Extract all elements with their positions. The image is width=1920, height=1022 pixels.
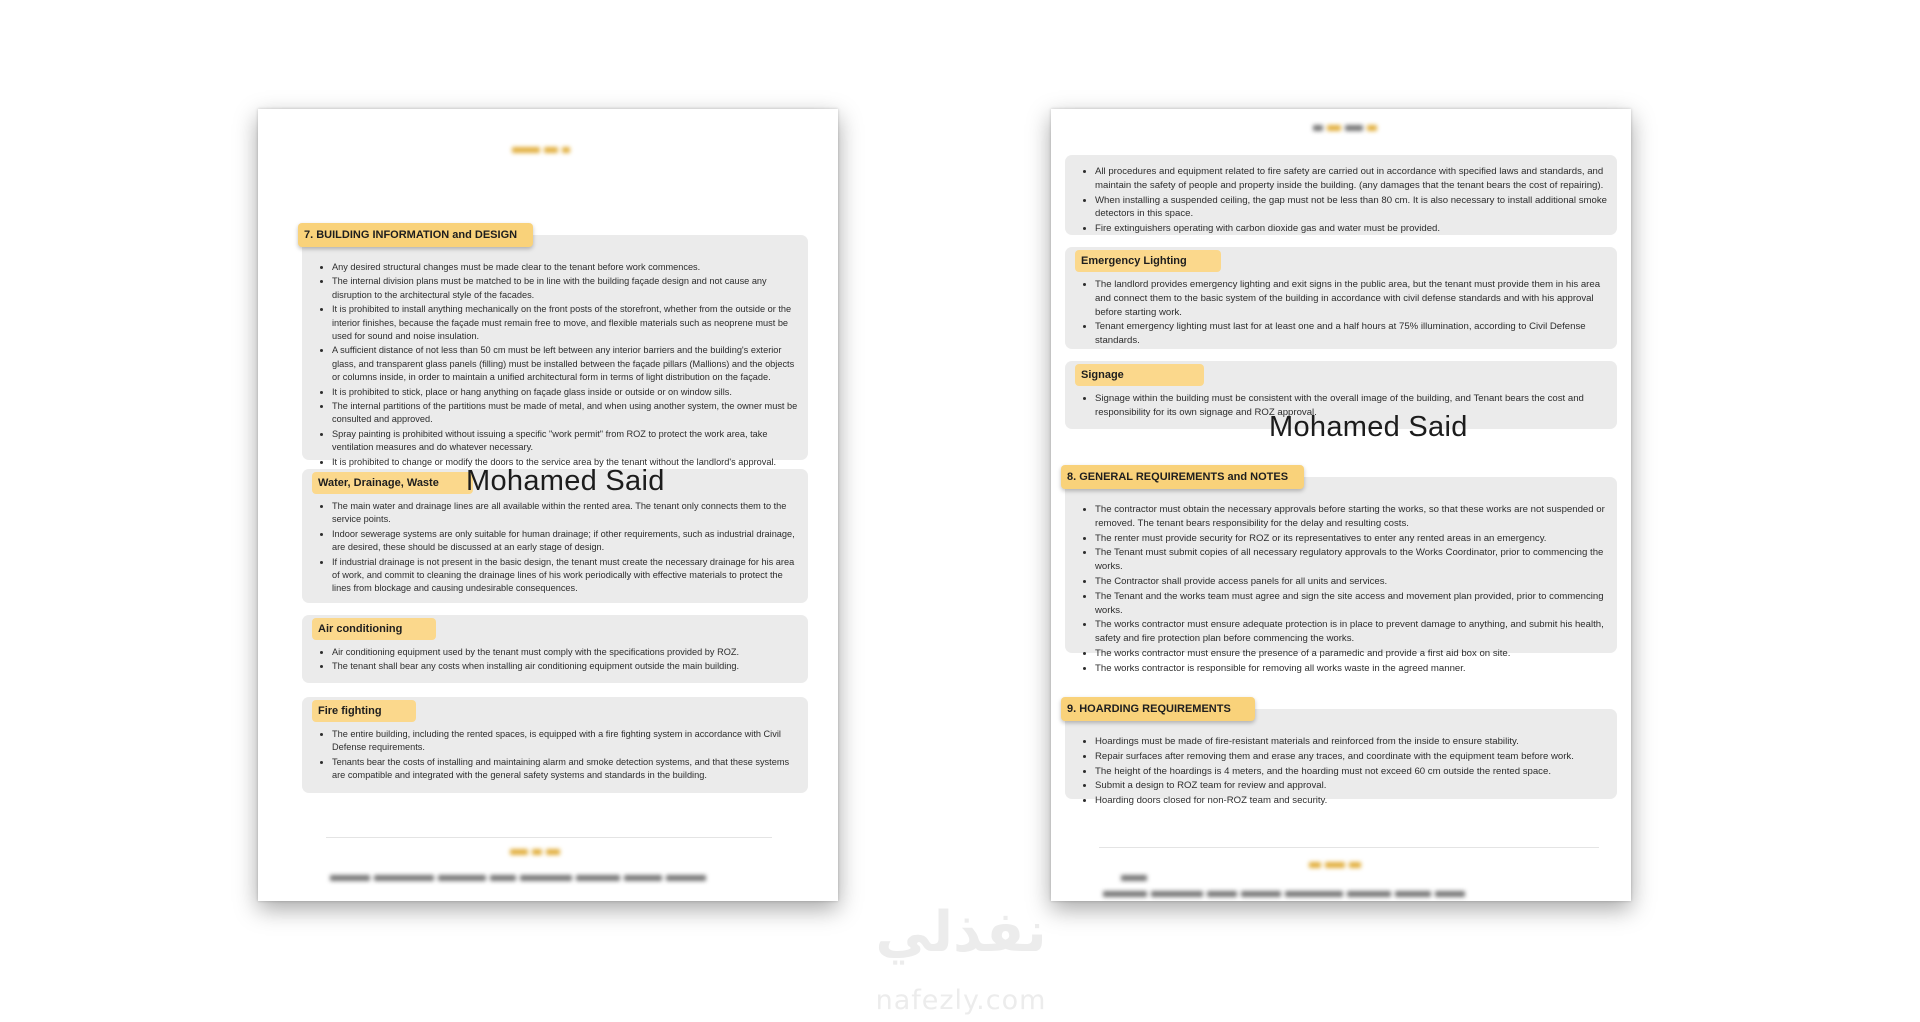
- list-item: • The tenant shall bear any costs when installing air conditioning equipment outside the main building.: [332, 660, 798, 673]
- list-item: • The works contractor is responsible for removing all works waste in the agreed manner.: [1095, 662, 1607, 676]
- list-item: • All procedures and equipment related to fire safety are carried out in accordance with specified laws and standards, and maintain the safety of people and property inside the building. (any damages that the tenant bears the cost of repairing).: [1095, 165, 1607, 193]
- section-building-information: [302, 229, 808, 467]
- section-heading: Signage: [1075, 364, 1204, 386]
- list-item: • Hoardings must be made of fire-resistant materials and reinforced from the inside to ensure stability.: [1095, 735, 1607, 749]
- list-item: • Indoor sewerage systems are only suitable for human drainage; if other requirements, such as industrial drainage, are desired, these should be discussed at an early stage of design.: [332, 528, 798, 555]
- list-item: • Submit a design to ROZ team for review and approval.: [1095, 779, 1607, 793]
- footer-divider: [1099, 847, 1599, 848]
- list-item: • Hoarding doors closed for non-ROZ team and security.: [1095, 794, 1607, 808]
- page-footer-blurred: [1103, 885, 1469, 903]
- section-heading: 9. HOARDING REQUIREMENTS: [1061, 697, 1255, 721]
- list-item: • The works contractor must ensure the presence of a paramedic and provide a first aid box on site.: [1095, 647, 1607, 661]
- list-item: • The Tenant must submit copies of all necessary regulatory approvals to the Works Coordinator, prior to commencing the works.: [1095, 546, 1607, 574]
- list-item: • The works contractor must ensure adequate protection is in place to prevent damage to anything, and submit his health, safety and fire protection plan before commencing the works.: [1095, 618, 1607, 646]
- document-page-left: [258, 109, 838, 901]
- watermark-name: Mohamed Said: [466, 465, 665, 497]
- page-footer-blurred: [330, 869, 710, 887]
- section-hoarding-requirements: [1065, 703, 1617, 807]
- section-heading: Water, Drainage, Waste: [312, 472, 473, 494]
- page-header-blurred: [1313, 119, 1381, 137]
- page-footer-blurred: [510, 843, 564, 861]
- nafezly-logo-url: nafezly.com: [875, 985, 1047, 1016]
- list-item: • Repair surfaces after removing them and erase any traces, and coordinate with the equipment team before work.: [1095, 750, 1607, 764]
- list-item: • The internal division plans must be matched to be in line with the building façade design and not cause any disruption to the architectural style of the facades.: [332, 275, 798, 302]
- section-fire-fighting: [302, 697, 808, 793]
- bullet-list: [312, 500, 798, 596]
- document-page-right: [1051, 109, 1631, 901]
- section-heading: Emergency Lighting: [1075, 250, 1221, 272]
- bullet-list: [1075, 165, 1607, 236]
- page-footer-blurred: [1309, 856, 1365, 874]
- nafezly-logo-arabic: نفذلي: [875, 900, 1047, 965]
- list-item: • Tenants bear the costs of installing and maintaining alarm and smoke detection systems, and that these systems are compatible and integrated with the general safety systems and standards in the building.: [332, 756, 798, 783]
- list-item: • Spray painting is prohibited without issuing a specific "work permit" from ROZ to protect the work area, take ventilation measures and do whatever necessary.: [332, 428, 798, 455]
- list-item: • Signage within the building must be consistent with the overall image of the building, and Tenant bears the cost and responsibility for its own signage and ROZ approval.: [1095, 392, 1607, 420]
- list-item: • Fire extinguishers operating with carbon dioxide gas and water must be provided.: [1095, 222, 1607, 236]
- bullet-list: [312, 261, 798, 469]
- list-item: • Air conditioning equipment used by the tenant must comply with the specifications provided by ROZ.: [332, 646, 798, 659]
- section-heading: Fire fighting: [312, 700, 416, 722]
- bullet-list: [312, 646, 798, 674]
- section-fire-safety-continued: [1065, 155, 1617, 235]
- list-item: • The main water and drainage lines are all available within the rented area. The tenant only connects them to the service points.: [332, 500, 798, 527]
- list-item: • When installing a suspended ceiling, the gap must not be less than 80 cm. It is also necessary to install additional smoke detectors in this space.: [1095, 194, 1607, 222]
- list-item: • The renter must provide security for ROZ or its representatives to enter any rented areas in an emergency.: [1095, 532, 1607, 546]
- footer-divider: [326, 837, 772, 838]
- bullet-list: [1075, 503, 1607, 676]
- section-heading: 8. GENERAL REQUIREMENTS and NOTES: [1061, 465, 1304, 489]
- bullet-list: [1075, 278, 1607, 348]
- list-item: • The entire building, including the rented spaces, is equipped with a fire fighting system in accordance with Civil Defense requirements.: [332, 728, 798, 755]
- list-item: • The Contractor shall provide access panels for all units and services.: [1095, 575, 1607, 589]
- section-air-conditioning: [302, 615, 808, 683]
- bullet-list: [1075, 735, 1607, 808]
- list-item: • Tenant emergency lighting must last for at least one and a half hours at 75% illumination, according to Civil Defense standards.: [1095, 320, 1607, 348]
- list-item: • If industrial drainage is not present in the basic design, the tenant must create the necessary drainage for his area of work, and commit to cleaning the drainage lines of his work periodically with effective materials to protect the lines from blockage and causing undesirable consequences.: [332, 556, 798, 596]
- list-item: • The landlord provides emergency lighting and exit signs in the public area, but the tenant must provide them in his area and connect them to the basic system of the building in accordance with civil defense standards and with his approval before starting work.: [1095, 278, 1607, 319]
- list-item: • The Tenant and the works team must agree and sign the site access and movement plan provided, prior to commencing works.: [1095, 590, 1607, 618]
- section-emergency-lighting: [1065, 247, 1617, 349]
- list-item: • The height of the hoardings is 4 meters, and the hoarding must not exceed 60 cm outside the rented space.: [1095, 765, 1607, 779]
- page-header-blurred: [512, 141, 574, 159]
- watermark-name: Mohamed Said: [1269, 411, 1468, 443]
- list-item: • The contractor must obtain the necessary approvals before starting the works, so that these works are not suspended or removed. The tenant bears responsibility for the delay and resulting costs.: [1095, 503, 1607, 531]
- list-item: • It is prohibited to stick, place or hang anything on façade glass inside or outside or on window sills.: [332, 386, 798, 399]
- list-item: • A sufficient distance of not less than 50 cm must be left between any interior barriers and the building's exterior glass, and transparent glass panels (filling) must be installed between the façade pillars (Mallions) and the objects or columns inside, in order to maintain a unified architectural form in terms of light distribution on the façade.: [332, 344, 798, 384]
- bullet-list: [312, 728, 798, 783]
- list-item: • The internal partitions of the partitions must be made of metal, and when using another system, the owner must be consulted and approved.: [332, 400, 798, 427]
- section-general-requirements: [1065, 471, 1617, 674]
- section-heading: 7. BUILDING INFORMATION and DESIGN: [298, 223, 533, 247]
- list-item: • Any desired structural changes must be made clear to the tenant before work commences.: [332, 261, 798, 274]
- list-item: • It is prohibited to change or modify the doors to the service area by the tenant without the landlord's approval.: [332, 456, 798, 469]
- list-item: • It is prohibited to install anything mechanically on the front posts of the storefront, whether from the outside or the interior finishes, because the façade must remain free to move, and flexible materials such as neoprene must be used for sound and noise insulation.: [332, 303, 798, 343]
- section-heading: Air conditioning: [312, 618, 436, 640]
